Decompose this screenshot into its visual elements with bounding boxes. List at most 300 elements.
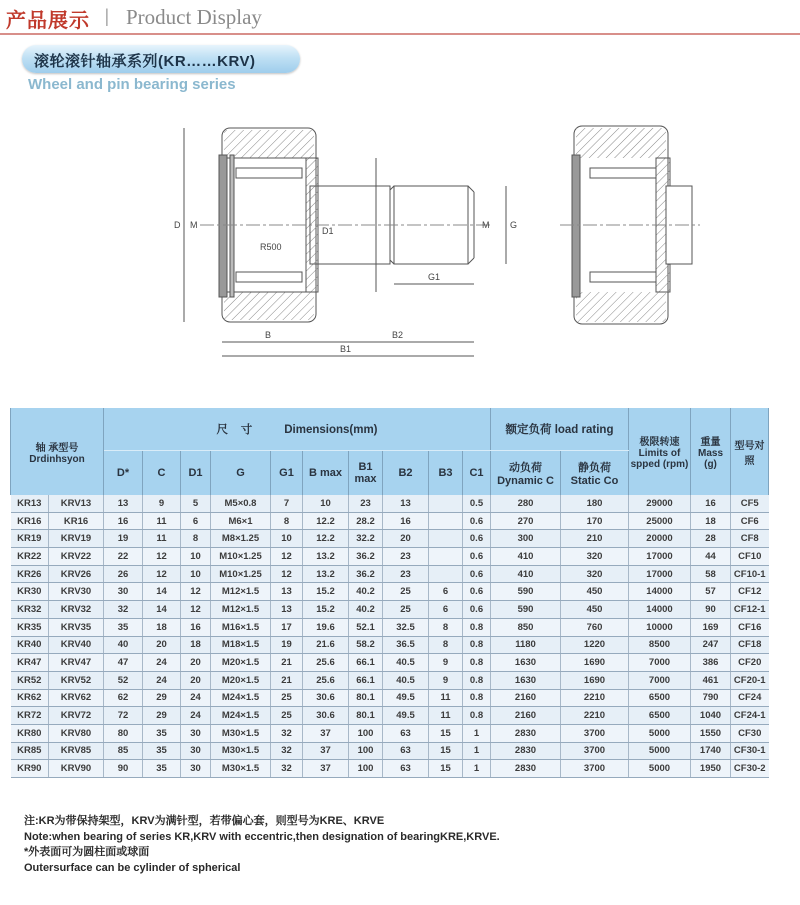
table-body (11, 495, 769, 778)
table-row (11, 565, 769, 583)
table-cell: 40.2 (349, 583, 383, 601)
table-cell: 20000 (629, 530, 691, 548)
table-cell: KR90 (11, 760, 49, 778)
table-cell: 1 (463, 742, 491, 760)
table-cell: 12.2 (303, 530, 349, 548)
table-row (11, 671, 769, 689)
table-cell: 18 (691, 512, 731, 530)
table-cell: 17000 (629, 548, 691, 566)
table-cell: 30 (104, 583, 143, 601)
table-cell: 0.6 (463, 565, 491, 583)
table-cell: 21.6 (303, 636, 349, 654)
table-cell: 30 (181, 742, 211, 760)
table-cell: 21 (271, 654, 303, 672)
table-cell: KR13 (11, 495, 49, 512)
table-cell: KR52 (11, 671, 49, 689)
header-designation (11, 408, 104, 495)
table-cell: 2830 (491, 724, 561, 742)
table-cell: 1550 (691, 724, 731, 742)
table-cell: KR62 (11, 689, 49, 707)
table-cell: 8 (429, 636, 463, 654)
table-cell: 52 (104, 671, 143, 689)
table-cell: 26 (104, 565, 143, 583)
table-cell: 3700 (561, 760, 629, 778)
table-cell: 29 (143, 689, 181, 707)
table-cell: 47 (104, 654, 143, 672)
table-cell: 410 (491, 565, 561, 583)
col-dynamic-en: Dynamic C (497, 475, 554, 487)
table-cell: 12 (271, 565, 303, 583)
table-cell: 9 (429, 654, 463, 672)
table-cell: CF10 (731, 548, 769, 566)
table-cell: 15.2 (303, 601, 349, 619)
table-cell: 0.8 (463, 654, 491, 672)
table-cell: CF18 (731, 636, 769, 654)
table-cell: 1180 (491, 636, 561, 654)
table-cell: 36.2 (349, 565, 383, 583)
table-cell: 1 (463, 724, 491, 742)
notes (24, 814, 500, 876)
table-cell: KR72 (11, 707, 49, 725)
table-cell: CF12 (731, 583, 769, 601)
table-cell: 63 (383, 742, 429, 760)
table-cell: 6500 (629, 707, 691, 725)
table-cell: 28 (691, 530, 731, 548)
table-cell: 1 (463, 760, 491, 778)
table-row (11, 724, 769, 742)
label-M-left: M (190, 220, 198, 230)
table-cell: 36.5 (383, 636, 429, 654)
table-cell: 461 (691, 671, 731, 689)
note-surface-en: Outersurface can be cylinder of spherical (24, 861, 241, 874)
table-cell: 62 (104, 689, 143, 707)
table-cell: CF12-1 (731, 601, 769, 619)
table-cell: 2160 (491, 707, 561, 725)
table-cell: 760 (561, 618, 629, 636)
table-cell: CF6 (731, 512, 769, 530)
table-cell: KRV40 (49, 636, 104, 654)
table-cell: 22 (104, 548, 143, 566)
table-cell: 30.6 (303, 707, 349, 725)
table-cell: 24 (143, 671, 181, 689)
table-cell: 14 (143, 601, 181, 619)
table-cell: 5000 (629, 760, 691, 778)
table-cell: KRV22 (49, 548, 104, 566)
table-cell: 32.2 (349, 530, 383, 548)
table-cell: 35 (143, 760, 181, 778)
table-cell: 8 (429, 618, 463, 636)
table-cell: 20 (143, 636, 181, 654)
header-separator: | (105, 6, 109, 27)
header-equivalent: 型号对照 (731, 408, 769, 495)
table-cell: 63 (383, 724, 429, 742)
table-cell: KRV52 (49, 671, 104, 689)
label-B1: B1 (340, 344, 352, 354)
table-cell: KRV47 (49, 654, 104, 672)
col-B1max: B1 max (349, 451, 383, 496)
table-cell: 320 (561, 565, 629, 583)
col-C: C (143, 451, 181, 496)
table-cell: 12 (143, 565, 181, 583)
table-cell: 15 (429, 742, 463, 760)
table-cell: KR19 (11, 530, 49, 548)
table-cell: 10 (181, 548, 211, 566)
table-cell: 63 (383, 760, 429, 778)
table-cell: 12 (143, 548, 181, 566)
table-cell: KRV35 (49, 618, 104, 636)
label-G: G (510, 220, 518, 230)
table-cell: 90 (691, 601, 731, 619)
table-cell: 11 (429, 689, 463, 707)
table-row (11, 601, 769, 619)
table-cell: 1630 (491, 671, 561, 689)
note-en: Note:when bearing of series KR,KRV with eccentric,then designation of bearingKRE,KRVE. (24, 830, 500, 843)
table-cell: 5000 (629, 742, 691, 760)
table-cell: 170 (561, 512, 629, 530)
table-cell: 19 (271, 636, 303, 654)
table-cell: 15 (429, 724, 463, 742)
table-cell: 72 (104, 707, 143, 725)
col-D1: D1 (181, 451, 211, 496)
table-cell: 13 (104, 495, 143, 512)
table-cell: 25.6 (303, 654, 349, 672)
table-row (11, 548, 769, 566)
table-cell: 11 (143, 530, 181, 548)
table-cell: 32 (104, 601, 143, 619)
table-cell: 7 (271, 495, 303, 512)
table-cell: 40.2 (349, 601, 383, 619)
table-cell: M12×1.5 (211, 601, 271, 619)
table-cell: 1220 (561, 636, 629, 654)
table-cell: 57 (691, 583, 731, 601)
table-cell: 2210 (561, 707, 629, 725)
bearing-technical-drawing (150, 100, 730, 370)
table-cell: 100 (349, 742, 383, 760)
table-cell: 44 (691, 548, 731, 566)
table-cell: 23 (383, 548, 429, 566)
table-cell: 25 (383, 601, 429, 619)
table-cell: M30×1.5 (211, 760, 271, 778)
table-cell: 0.6 (463, 548, 491, 566)
table-cell: 0.8 (463, 689, 491, 707)
table-cell: 12 (181, 601, 211, 619)
table-cell: M30×1.5 (211, 742, 271, 760)
table-row (11, 495, 769, 512)
table-cell (429, 548, 463, 566)
table-cell: CF24 (731, 689, 769, 707)
table-cell: 6500 (629, 689, 691, 707)
table-cell: 40.5 (383, 654, 429, 672)
table-cell: 590 (491, 601, 561, 619)
table-cell: 8 (271, 512, 303, 530)
table-cell: 6 (429, 601, 463, 619)
table-cell: CF16 (731, 618, 769, 636)
table-cell: KRV80 (49, 724, 104, 742)
table-cell: 80.1 (349, 689, 383, 707)
col-D: D* (104, 451, 143, 496)
table-cell: 29000 (629, 495, 691, 512)
table-cell: KRV90 (49, 760, 104, 778)
header-speed-en: Limits of spped (rpm) (630, 448, 689, 470)
table-cell: 35 (143, 724, 181, 742)
table-cell: KR22 (11, 548, 49, 566)
table-cell: M6×1 (211, 512, 271, 530)
table-cell: 0.8 (463, 618, 491, 636)
table-cell: 450 (561, 601, 629, 619)
table-cell: M10×1.25 (211, 565, 271, 583)
table-cell: CF30-1 (731, 742, 769, 760)
table-cell: 25000 (629, 512, 691, 530)
table-cell: 13 (383, 495, 429, 512)
table-cell: 2830 (491, 742, 561, 760)
table-cell: 30.6 (303, 689, 349, 707)
table-cell: KRV30 (49, 583, 104, 601)
table-cell: 19.6 (303, 618, 349, 636)
col-B2: B2 (383, 451, 429, 496)
table-cell: 24 (181, 689, 211, 707)
label-B: B (265, 330, 272, 340)
col-dynamic-cn: 动负荷 (509, 462, 542, 474)
col-B3: B3 (429, 451, 463, 496)
table-cell: KRV85 (49, 742, 104, 760)
table-cell: 25 (271, 689, 303, 707)
col-G1: G1 (271, 451, 303, 496)
table-cell: 18 (143, 618, 181, 636)
table-cell: 14 (143, 583, 181, 601)
note-surface-cn: *外表面可为圆柱面或球面 (24, 846, 150, 858)
table-cell: 10 (181, 565, 211, 583)
table-cell: 100 (349, 760, 383, 778)
table-cell: 8500 (629, 636, 691, 654)
table-cell: 1740 (691, 742, 731, 760)
table-cell: 49.5 (383, 707, 429, 725)
table-cell: 1630 (491, 654, 561, 672)
table-cell: KRV19 (49, 530, 104, 548)
table-row (11, 689, 769, 707)
table-cell: 80.1 (349, 707, 383, 725)
table-cell: KRV72 (49, 707, 104, 725)
table-cell (429, 495, 463, 512)
table-cell (429, 530, 463, 548)
table-cell: M8×1.25 (211, 530, 271, 548)
table-cell: 11 (429, 707, 463, 725)
table-cell: 58.2 (349, 636, 383, 654)
table-cell: 16 (181, 618, 211, 636)
table-row (11, 654, 769, 672)
table-cell: 15.2 (303, 583, 349, 601)
table-cell: 210 (561, 530, 629, 548)
table-cell: KR30 (11, 583, 49, 601)
label-D1: D1 (322, 226, 334, 236)
table-cell: 40.5 (383, 671, 429, 689)
table-cell: 24 (181, 707, 211, 725)
table-cell: 10 (271, 530, 303, 548)
table-cell: 49.5 (383, 689, 429, 707)
table-cell: 32 (271, 724, 303, 742)
table-cell: 29 (143, 707, 181, 725)
table-cell: CF8 (731, 530, 769, 548)
table-cell: 23 (349, 495, 383, 512)
header-speed-cn: 极限转速 (639, 437, 680, 448)
table-cell: KR47 (11, 654, 49, 672)
table-cell: 7000 (629, 671, 691, 689)
table-cell: KR85 (11, 742, 49, 760)
table-cell: 18 (181, 636, 211, 654)
table-cell: 36.2 (349, 548, 383, 566)
table-cell: 40 (104, 636, 143, 654)
table-cell: CF30 (731, 724, 769, 742)
table-cell: KRV13 (49, 495, 104, 512)
table-row (11, 636, 769, 654)
table-cell: CF5 (731, 495, 769, 512)
table-cell: CF20-1 (731, 671, 769, 689)
header-dimensions: 尺 寸 Dimensions(mm) (104, 408, 491, 451)
table-row (11, 512, 769, 530)
label-D: D (174, 220, 181, 230)
table-cell: 37 (303, 760, 349, 778)
header-title-cn: 产品展示 (6, 8, 90, 32)
table-cell: 14000 (629, 583, 691, 601)
table-cell: 2160 (491, 689, 561, 707)
table-cell: 16 (383, 512, 429, 530)
table-cell: 37 (303, 724, 349, 742)
table-cell: KR80 (11, 724, 49, 742)
table-cell: 66.1 (349, 654, 383, 672)
table-cell: 410 (491, 548, 561, 566)
table-cell: 0.6 (463, 530, 491, 548)
table-cell: 0.6 (463, 601, 491, 619)
table-cell: 13 (271, 583, 303, 601)
table-cell: 1040 (691, 707, 731, 725)
header-designation-cn: 轴 承型号 (35, 442, 79, 454)
table-cell: 30 (181, 760, 211, 778)
table-cell: 13 (271, 601, 303, 619)
table-cell: M16×1.5 (211, 618, 271, 636)
header-divider (0, 33, 800, 35)
col-G: G (211, 451, 271, 496)
table-cell: M10×1.25 (211, 548, 271, 566)
table-cell: 11 (143, 512, 181, 530)
series-title-en: Wheel and pin bearing series (28, 76, 236, 93)
table-cell: 1950 (691, 760, 731, 778)
table-cell: 6 (429, 583, 463, 601)
table-cell: 80 (104, 724, 143, 742)
table-cell: 169 (691, 618, 731, 636)
table-cell: 20 (383, 530, 429, 548)
col-static-en: Static Co (570, 475, 619, 487)
table-cell: 10 (303, 495, 349, 512)
table-cell: 21 (271, 671, 303, 689)
table-cell: 25 (271, 707, 303, 725)
table-cell: M18×1.5 (211, 636, 271, 654)
table-cell: M12×1.5 (211, 583, 271, 601)
table-cell: 0.8 (463, 636, 491, 654)
header-designation-en: Drdinhsyon (29, 453, 85, 465)
table-cell: 12 (181, 583, 211, 601)
table-cell: 52.1 (349, 618, 383, 636)
bearing-spec-table (10, 408, 769, 778)
table-row (11, 760, 769, 778)
header-mass-en: Mass (g) (697, 448, 723, 470)
table-cell: 247 (691, 636, 731, 654)
table-cell: CF10-1 (731, 565, 769, 583)
table-cell: 7000 (629, 654, 691, 672)
col-static-cn: 静负荷 (578, 462, 611, 474)
table-cell: 5000 (629, 724, 691, 742)
table-cell: 1690 (561, 671, 629, 689)
label-M-right: M (482, 220, 490, 230)
table-cell: 66.1 (349, 671, 383, 689)
table-cell: KRV26 (49, 565, 104, 583)
table-cell: 790 (691, 689, 731, 707)
header-title-en: Product Display (126, 5, 262, 29)
table-cell: 32 (271, 760, 303, 778)
table-cell: 0.6 (463, 583, 491, 601)
table-cell: 10000 (629, 618, 691, 636)
table-cell: 20 (181, 671, 211, 689)
table-cell: KR16 (49, 512, 104, 530)
table-cell: 25.6 (303, 671, 349, 689)
table-cell: M24×1.5 (211, 707, 271, 725)
col-static (561, 451, 629, 496)
table-cell: 30 (181, 724, 211, 742)
table-cell: 9 (429, 671, 463, 689)
table-cell: KR32 (11, 601, 49, 619)
table-cell: 13.2 (303, 548, 349, 566)
table-cell: 85 (104, 742, 143, 760)
table-cell: 0.5 (463, 495, 491, 512)
table-cell: KRV32 (49, 601, 104, 619)
table-cell: 37 (303, 742, 349, 760)
table-cell: M24×1.5 (211, 689, 271, 707)
table-cell: 5 (181, 495, 211, 512)
page-header (0, 0, 800, 34)
header-speed (629, 408, 691, 495)
table-cell: 300 (491, 530, 561, 548)
table-cell: 450 (561, 583, 629, 601)
table-cell: 8 (181, 530, 211, 548)
table-cell: 19 (104, 530, 143, 548)
table-cell: M30×1.5 (211, 724, 271, 742)
table-cell: 590 (491, 583, 561, 601)
table-cell: 90 (104, 760, 143, 778)
table-cell: 16 (691, 495, 731, 512)
table-cell: 6 (181, 512, 211, 530)
table-cell: 35 (104, 618, 143, 636)
table-cell: 32 (271, 742, 303, 760)
table-cell: 13.2 (303, 565, 349, 583)
table-cell (429, 565, 463, 583)
table-cell: M5×0.8 (211, 495, 271, 512)
table-row (11, 583, 769, 601)
table-cell: 850 (491, 618, 561, 636)
table-cell: 15 (429, 760, 463, 778)
label-G1: G1 (428, 272, 441, 282)
table-cell: 100 (349, 724, 383, 742)
table-cell: KR35 (11, 618, 49, 636)
table-cell: 32.5 (383, 618, 429, 636)
table-cell: 386 (691, 654, 731, 672)
table-cell: KR16 (11, 512, 49, 530)
table-cell: 3700 (561, 724, 629, 742)
table-cell: 1690 (561, 654, 629, 672)
table-cell: 180 (561, 495, 629, 512)
col-dynamic (491, 451, 561, 496)
table-cell: 270 (491, 512, 561, 530)
table-cell: 17 (271, 618, 303, 636)
header-load-rating: 额定负荷 load rating (491, 408, 629, 451)
header-mass-cn: 重量 (700, 437, 721, 448)
